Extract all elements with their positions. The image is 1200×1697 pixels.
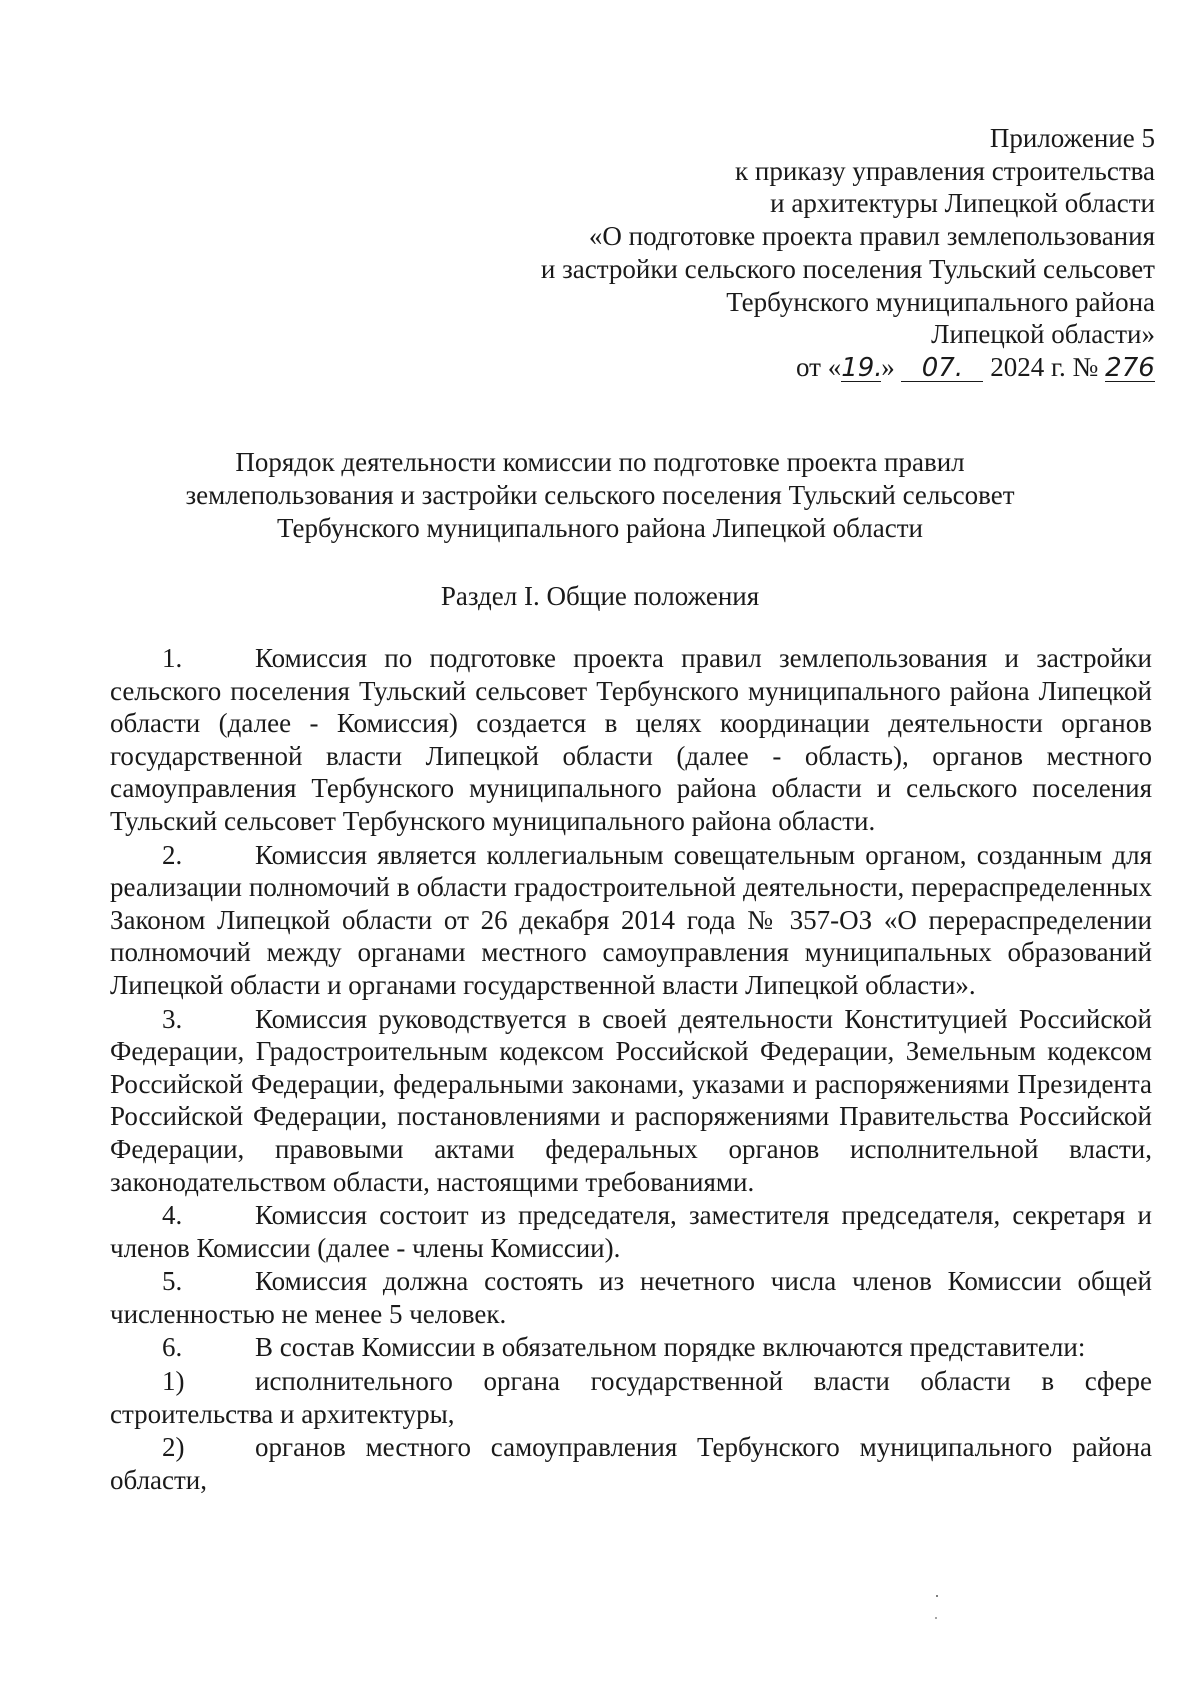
paragraph-text: органов местного самоуправления Тербунского муниципального района области, [110,1432,1152,1495]
order-date-line [541,351,1155,384]
date-prefix: от « [796,351,842,382]
paragraph-number: 6. [162,1332,183,1363]
paragraph-number: 1) [162,1366,185,1397]
handwritten-order-number: 276 [1105,352,1155,383]
paragraph [110,839,1152,1002]
paragraph [110,1431,1152,1496]
appendix-line: Тербунского муниципального района [726,286,1155,317]
scan-speck [936,1595,938,1597]
paragraph [110,1003,1152,1199]
section-heading: Раздел I. Общие положения [440,581,760,611]
paragraph-text: Комиссия должна состоять из нечетного числа членов Комиссии общей численностью не менее 5 человек. [110,1266,1152,1329]
paragraph [110,1199,1152,1264]
paragraph-number: 5. [162,1266,183,1297]
handwritten-month: 07. [901,355,983,382]
paragraph [110,1365,1152,1430]
date-year: 2024 г. № [990,351,1099,382]
appendix-line: Приложение 5 [989,123,1155,153]
scan-speck [935,1617,937,1619]
paragraph-number: 4. [162,1200,183,1231]
document-body [110,642,1152,1497]
appendix-line: Липецкой области» [931,319,1155,350]
title-line: землепользования и застройки сельского поселения Тульский сельсовет [185,480,1015,510]
paragraph-text: Комиссия руководствуется в своей деятельности Конституцией Российской Федерации, Градостроительным кодексом Российской Федерации, Земельным кодексом Российской Федерации, федеральными законами, указами и распоряжениями Президента Российской Федерации, постановлениями и распоряжениями Правительства Российской Федерации, правовыми актами федеральных органов исполнительной власти, законодательством области, настоящими требованиями. [110,1003,1152,1197]
paragraph [110,1265,1152,1330]
paragraph-text: Комиссия состоит из председателя, заместителя председателя, секретаря и членов Комиссии (далее - члены Комиссии). [110,1200,1152,1263]
title-line: Порядок деятельности комиссии по подготовке проекта правил [235,447,965,477]
paragraph-text: Комиссия по подготовке проекта правил землепользования и застройки сельского поселения Тульский сельсовет Тербунского муниципального района Липецкой области (далее - Комиссия) создается в целях координации деятельности органов государственной власти Липецкой области (далее - область), органов местного самоуправления Тербунского муниципального района области и сельского поселения Тульский сельсовет Тербунского муниципального района области. [110,643,1152,836]
document-title [40,446,1160,545]
paragraph [110,642,1152,838]
appendix-header [541,122,1155,384]
date-mid: » [881,351,895,382]
appendix-line: «О подготовке проекта правил землепользования [588,221,1155,252]
appendix-line: и архитектуры Липецкой области [770,188,1155,219]
paragraph-text: Комиссия является коллегиальным совещательным органом, созданным для реализации полномочий в области градостроительной деятельности, перераспределенных Законом Липецкой области от 26 декабря 2014 года № 357-ОЗ «О перераспределении полномочий между органами местного самоуправления муниципальных образований Липецкой области и органами государственной власти Липецкой области». [110,839,1152,1000]
paragraph-text: В состав Комиссии в обязательном порядке включаются представители: [255,1332,1086,1363]
paragraph-text: исполнительного органа государственной власти области в сфере строительства и архитектуры, [110,1366,1152,1429]
paragraph-number: 1. [162,643,183,673]
paragraph [110,1331,1152,1364]
title-line: Тербунского муниципального района Липецкой области [277,513,923,543]
paragraph-number: 3. [162,1003,183,1034]
paragraph-number: 2. [162,839,183,870]
paragraph-number: 2) [162,1432,185,1463]
appendix-line: к приказу управления строительства [735,155,1155,186]
appendix-line: и застройки сельского поселения Тульский сельсовет [540,253,1155,284]
handwritten-day: 19. [841,352,883,383]
